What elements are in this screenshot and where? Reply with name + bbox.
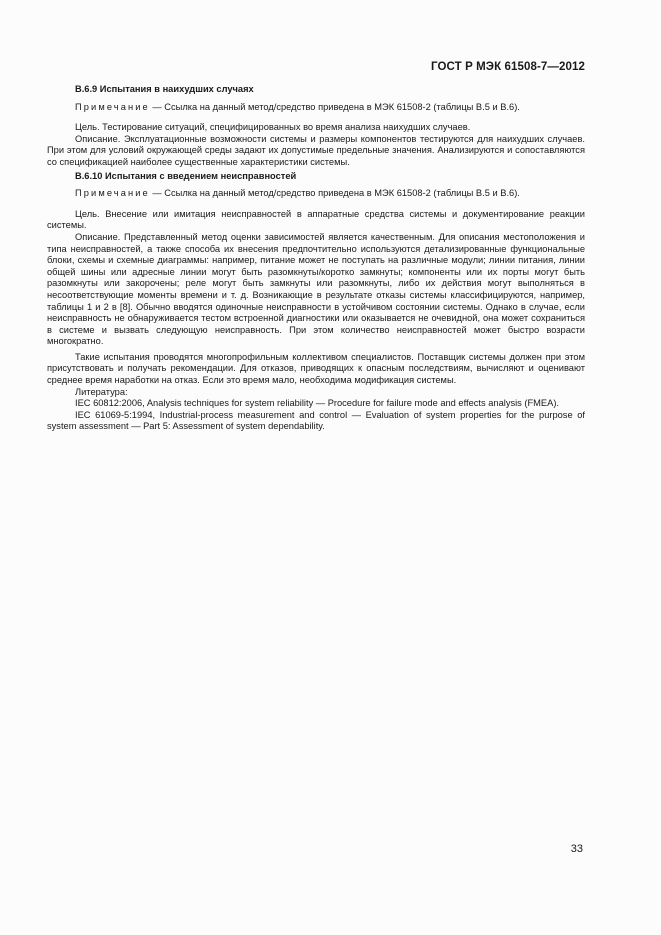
note-label: Примечание bbox=[75, 101, 150, 112]
purpose-paragraph: Цель. Внесение или имитация неисправностей в аппаратные средства системы и документирование реакции системы. bbox=[47, 208, 585, 231]
testing-paragraph: Такие испытания проводятся многопрофильным коллективом специалистов. Поставщик системы должен при этом присутствовать и получать рекомендации. Для отказов, приводящих к опасным последствиям, вычисляют и оценивают среднее время наработки на отказ. Если это время мало, необходима модификация системы. bbox=[47, 351, 585, 386]
page-number: 33 bbox=[570, 843, 583, 855]
description-paragraph: Описание. Представленный метод оценки зависимостей является качественным. Для описания местоположения и типа неисправностей, а также способа их внесения предпочтительно используются детализированные функциональные блоки, схемы и схемные диаграммы: например, питание может не поступать на различные модули; линии питания, линии общей шины или адресные линии могут быть разомкнуты/коротко замкнуты; компоненты или их порты могут быть разомкнуты или закорочены; реле могут быть замкнуты или разомкнуты, либо их действия могут выполняться в несоответствующие моменты времени и т. д. Возникающие в результате отказы системы классифицируются, например, таблицы 1 и 2 в [8]. Обычно вводятся одиночные неисправности в устойчивом состоянии системы. Однако в случае, если неисправность не обнаруживается тестом встроенной диагностики или оказывается не очевидной, она может сохраниться в системе и вызвать следующую неисправность. При этом количество неисправностей может быстро возрасти многократно. bbox=[47, 231, 585, 347]
page-content bbox=[47, 84, 585, 433]
standard-header: ГОСТ Р МЭК 61508-7—2012 bbox=[431, 61, 585, 73]
purpose-paragraph: Цель. Тестирование ситуаций, специфицированных во время анализа наихудших случаев. bbox=[75, 122, 471, 133]
note-text: — Ссылка на данный метод/средство приведена в МЭК 61508-2 (таблицы B.5 и B.6). bbox=[149, 101, 520, 112]
reference-item: IEC 60812:2006, Analysis techniques for system reliability — Procedure for failure mode and effects analysis (FMEA). bbox=[75, 398, 560, 409]
description-paragraph: Описание. Эксплуатационные возможности системы и размеры компонентов тестируются для наихудших случаев. При этом для условий окружающей среды задают их допустимые предельные значения. Анализируются и сопоставляются со спецификацией наиболее существенные характеристики системы. bbox=[47, 133, 585, 167]
note-label: Примечание bbox=[75, 188, 150, 199]
section-note bbox=[47, 188, 585, 200]
reference-item: IEC 61069-5:1994, Industrial-process measurement and control — Evaluation of system properties for the purpose of system assessment — Part 5: Assessment of system dependability. bbox=[47, 409, 585, 432]
section-title: B.6.9 Испытания в наихудших случаях bbox=[75, 84, 254, 94]
section-note bbox=[47, 102, 585, 114]
note-text: — Ссылка на данный метод/средство приведена в МЭК 61508-2 (таблицы B.5 и B.6). bbox=[149, 188, 520, 199]
section-title: B.6.10 Испытания с введением неисправностей bbox=[75, 170, 297, 181]
references-label: Литература: bbox=[75, 386, 128, 397]
